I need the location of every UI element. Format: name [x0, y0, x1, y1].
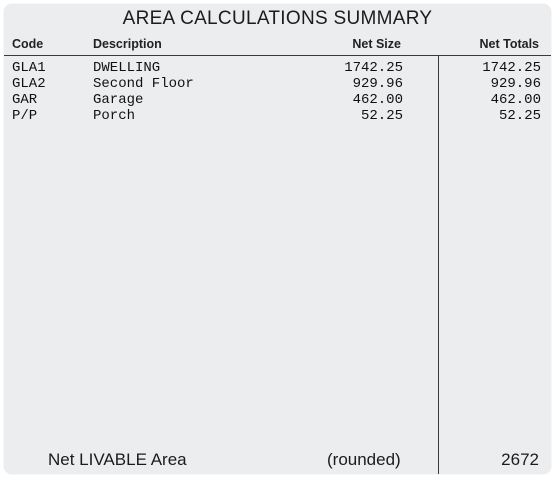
row-net-size: 1742.25: [344, 60, 403, 76]
net-livable-area-label: Net LIVABLE Area: [48, 450, 187, 469]
table-row: [4, 76, 551, 92]
area-rows: [4, 60, 551, 124]
row-description: Second Floor: [93, 76, 194, 92]
row-code: GAR: [12, 92, 38, 108]
column-header-code: Code: [12, 37, 44, 51]
row-description: DWELLING: [93, 60, 161, 76]
header-divider: [4, 55, 551, 56]
row-description: Garage: [93, 92, 144, 108]
area-calculations-panel: [4, 4, 551, 474]
row-code: P/P: [12, 108, 38, 124]
table-row: [4, 92, 551, 108]
row-net-total: 462.00: [490, 92, 541, 108]
row-description: Porch: [93, 108, 136, 124]
table-row: [4, 60, 551, 76]
rounded-note: (rounded): [327, 450, 401, 469]
table-row: [4, 108, 551, 124]
row-net-total: 1742.25: [482, 60, 541, 76]
column-header-net-size: Net Size: [352, 37, 401, 51]
row-net-size: 52.25: [360, 108, 403, 124]
net-livable-area-total: 2672: [501, 450, 539, 469]
row-code: GLA1: [12, 60, 46, 76]
summary-title: AREA CALCULATIONS SUMMARY: [122, 8, 433, 29]
column-header-description: Description: [93, 37, 162, 51]
row-code: GLA2: [12, 76, 46, 92]
row-net-size: 462.00: [352, 92, 403, 108]
row-net-size: 929.96: [352, 76, 403, 92]
row-net-total: 929.96: [490, 76, 541, 92]
column-header-net-totals: Net Totals: [479, 37, 539, 51]
row-net-total: 52.25: [498, 108, 541, 124]
